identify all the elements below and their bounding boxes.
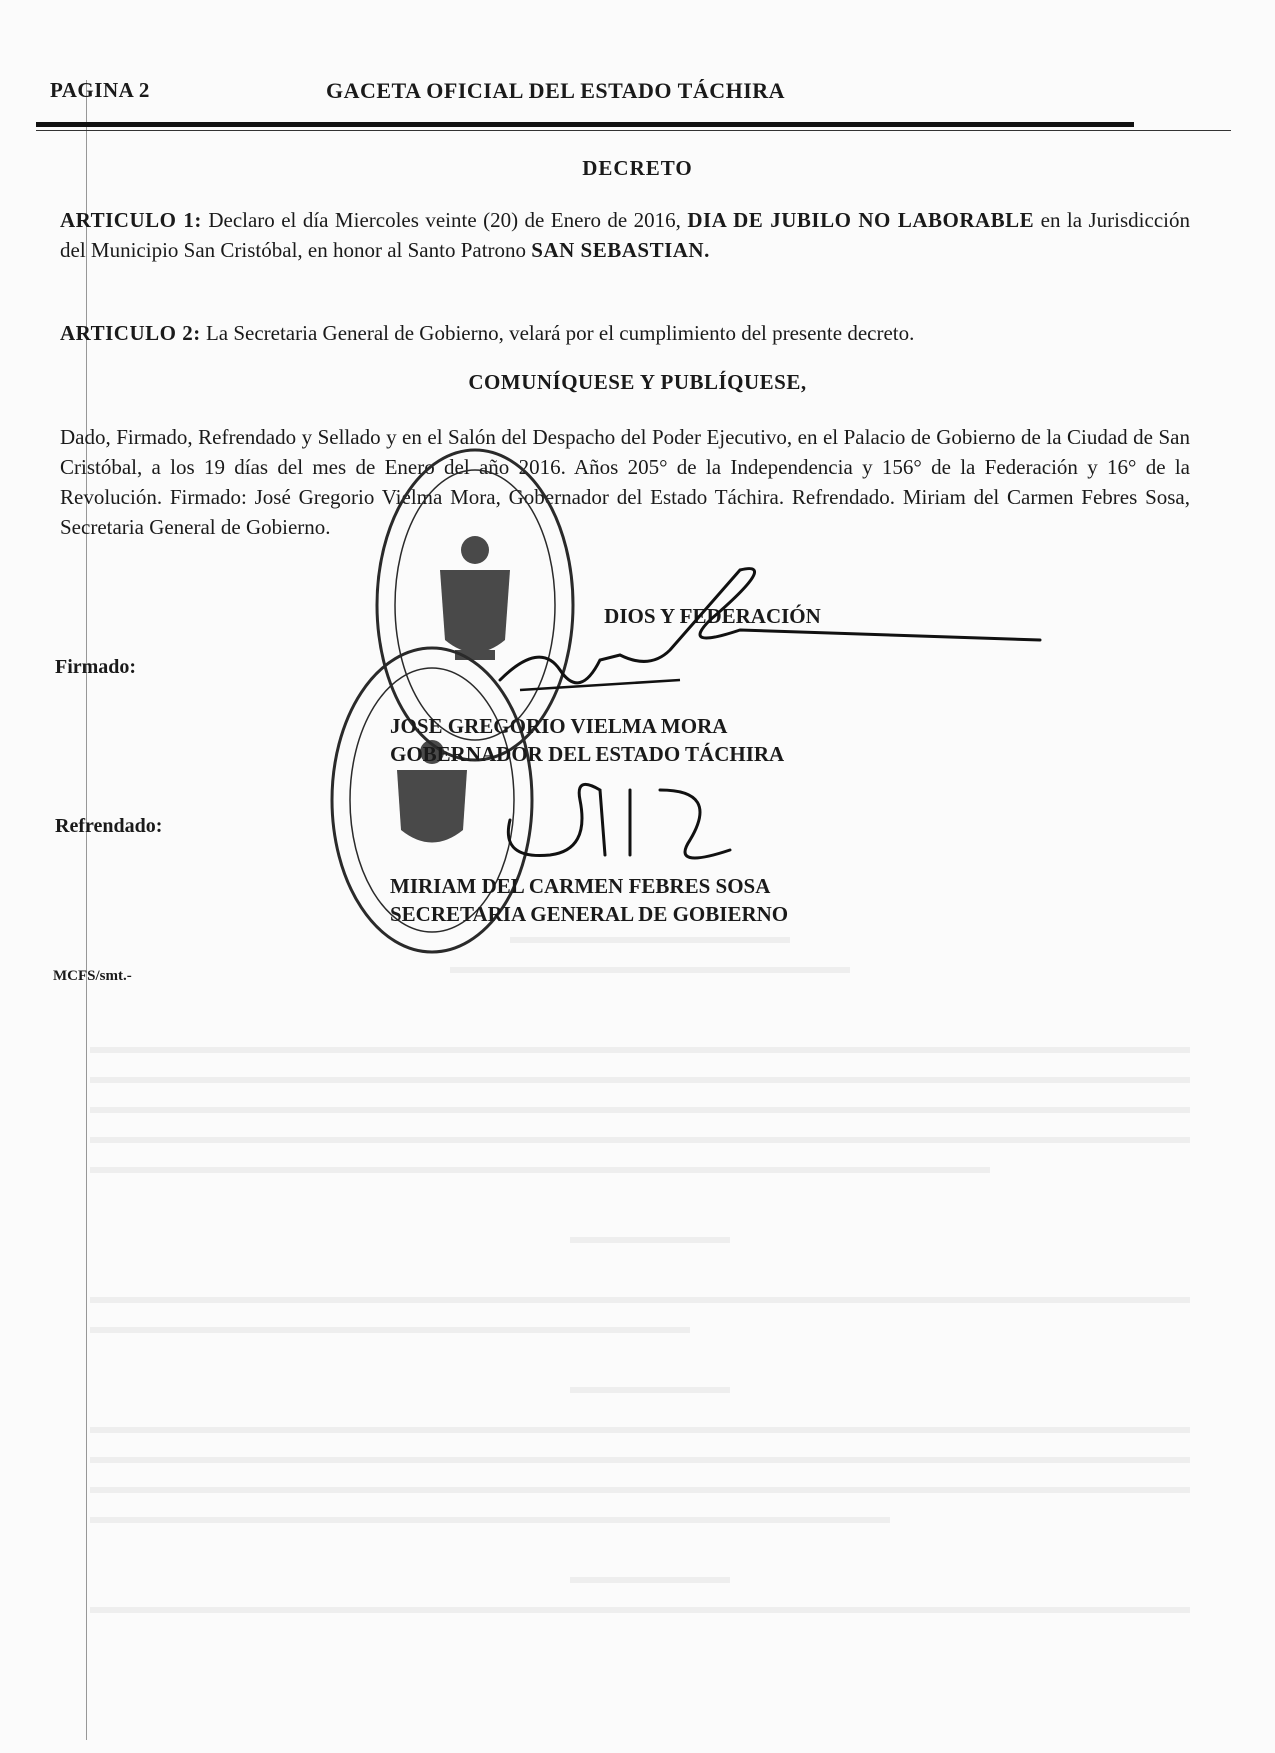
header-rule-thick bbox=[36, 122, 1134, 127]
article-2-text: La Secretaria General de Gobierno, velará por el cumplimiento del presente decreto. bbox=[200, 321, 915, 345]
secretary-signature bbox=[490, 760, 750, 880]
secretary-block bbox=[390, 872, 788, 928]
publication-order: COMUNÍQUESE Y PUBLÍQUESE, bbox=[468, 370, 807, 394]
page-number: PAGINA 2 bbox=[50, 78, 150, 102]
given-paragraph: Dado, Firmado, Refrendado y Sellado y en el Salón del Despacho del Poder Ejecutivo, en el Palacio de Gobierno de la Ciudad de San Cristóbal, a los 19 días del mes de Enero del año 2016. Años 205° de la Independencia y 156° de la Federación y 16° de la Revolución. Firmado: José Gregorio Vielma Mora, Gobernador del Estado Táchira. Refrendado. Miriam del Carmen Febres Sosa, Secretaria General de Gobierno. bbox=[60, 425, 1190, 539]
closing-motto: DIOS Y FEDERACIÓN bbox=[604, 604, 821, 628]
article-1-text-a: Declaro el día Miercoles veinte (20) de Enero de 2016, bbox=[201, 208, 688, 232]
governor-title: GOBERNADOR DEL ESTADO TÁCHIRA bbox=[390, 742, 785, 766]
article-1-text-b: en la Jurisdicción del Municipio San Cristóbal, en honor al Santo Patrono bbox=[60, 208, 1190, 262]
signed-label: Firmado: bbox=[55, 656, 137, 678]
header-rule-thin bbox=[36, 130, 1231, 131]
article-1-bold-b: SAN SEBASTIAN. bbox=[531, 238, 710, 262]
article-1-label: ARTICULO 1: bbox=[60, 208, 202, 232]
secretary-title: SECRETARIA GENERAL DE GOBIERNO bbox=[390, 902, 789, 926]
article-1 bbox=[60, 205, 1190, 265]
countersigned-label: Refrendado: bbox=[55, 815, 163, 837]
governor-signature bbox=[480, 560, 1080, 710]
article-1-bold-a: DIA DE JUBILO NO LABORABLE bbox=[687, 208, 1035, 232]
article-2-label: ARTICULO 2: bbox=[60, 321, 201, 345]
gazette-header bbox=[50, 78, 1225, 108]
gazette-title: GACETA OFICIAL DEL ESTADO TÁCHIRA bbox=[326, 78, 786, 103]
decree-title: DECRETO bbox=[582, 156, 693, 180]
bleed-through-area bbox=[90, 900, 1210, 1631]
drafting-initials: MCFS/smt.- bbox=[53, 968, 132, 984]
secretary-name: MIRIAM DEL CARMEN FEBRES SOSA bbox=[390, 874, 771, 898]
governor-name: JOSE GREGORIO VIELMA MORA bbox=[390, 714, 728, 738]
bleed-through-texture bbox=[90, 900, 1210, 1620]
article-2 bbox=[60, 318, 1190, 348]
